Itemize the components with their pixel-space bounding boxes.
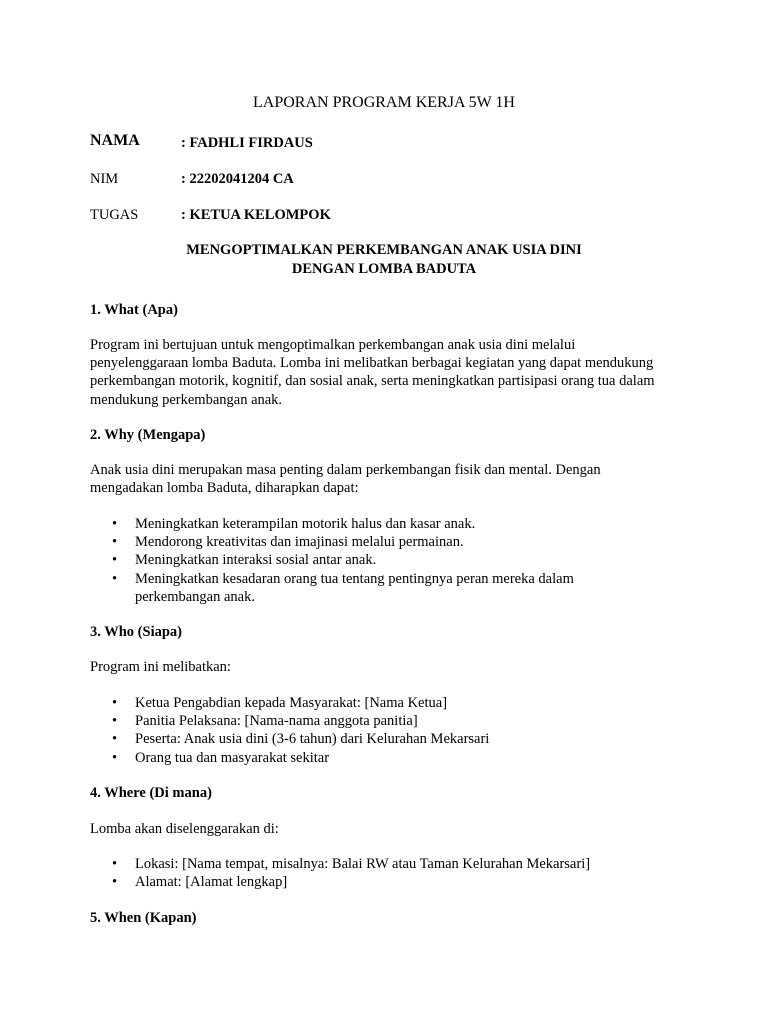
section-when-heading: 5. When (Kapan) [90, 910, 197, 926]
section-where-intro [90, 820, 690, 838]
bullet-glyph: • [112, 516, 118, 532]
document-subtitle [0, 241, 768, 279]
list-item: • Ketua Pengabdian kepada Masyarakat: [Nama Ketua] [112, 695, 448, 711]
bullet-glyph: • [112, 570, 118, 587]
section-why-heading: 2. Why (Mengapa) [90, 427, 206, 443]
paragraph-line: Program ini melibatkan: [90, 659, 231, 675]
bullet-glyph: • [112, 534, 118, 551]
bullet-glyph: • [112, 749, 118, 766]
paragraph-line: penyelenggaraan lomba Baduta. Lomba ini melibatkan berbagai kegiatan yang dapat mendukung [90, 355, 654, 372]
tugas-value: : KETUA KELOMPOK [181, 207, 331, 223]
bullet-glyph: • [112, 856, 118, 872]
section-who-intro [90, 658, 690, 676]
list-item: • Alamat: [Alamat lengkap] [112, 874, 288, 891]
paragraph-line: Program ini bertujuan untuk mengoptimalkan perkembangan anak usia dini melalui [90, 337, 576, 353]
tugas-label: TUGAS [90, 207, 139, 223]
paragraph-line: mengadakan lomba Baduta, diharapkan dapat: [90, 480, 359, 497]
subtitle-line-2: DENGAN LOMBA BADUTA [291, 261, 477, 277]
paragraph-line: Lomba akan diselenggarakan di: [90, 821, 279, 837]
paragraph-line: Anak usia dini merupakan masa penting dalam perkembangan fisik dan mental. Dengan [90, 462, 601, 478]
list-item: • Meningkatkan kesadaran orang tua tentang pentingnya peran mereka dalam perkembangan anak. [112, 570, 574, 605]
section-what-heading: 1. What (Apa) [90, 302, 178, 318]
list-item: • Peserta: Anak usia dini (3-6 tahun) dari Kelurahan Mekarsari [112, 731, 490, 748]
section-where-bullet-list [90, 855, 590, 891]
section-what-paragraph [90, 336, 690, 409]
nama-value: : FADHLI FIRDAUS [181, 135, 313, 151]
list-item: • Panitia Pelaksana: [Nama-nama anggota panitia] [112, 713, 418, 730]
list-item: • Meningkatkan keterampilan motorik halus dan kasar anak. [112, 516, 476, 532]
nim-value: : 22202041204 CA [181, 171, 294, 187]
nama-label: NAMA [90, 132, 140, 149]
list-item: • Lokasi: [Nama tempat, misalnya: Balai RW atau Taman Kelurahan Mekarsari] [112, 856, 591, 872]
section-where-heading: 4. Where (Di mana) [90, 785, 212, 801]
bullet-glyph: • [112, 695, 118, 711]
list-item-continuation: perkembangan anak. [135, 588, 255, 605]
list-item: • Meningkatkan interaksi sosial antar anak. [112, 552, 377, 569]
paragraph-line: mendukung perkembangan anak. [90, 391, 283, 408]
bullet-glyph: • [112, 552, 118, 569]
section-why-bullet-list [90, 515, 574, 606]
nim-label: NIM [90, 171, 119, 187]
subtitle-line-1: MENGOPTIMALKAN PERKEMBANGAN ANAK USIA DINI [186, 242, 582, 258]
section-who-heading: 3. Who (Siapa) [90, 624, 182, 640]
paragraph-line: perkembangan motorik, kognitif, dan sosial anak, serta meningkatkan partisipasi orang tua dalam [90, 373, 655, 390]
section-why-paragraph [90, 461, 690, 497]
bullet-glyph: • [112, 713, 118, 730]
bullet-glyph: • [112, 874, 118, 891]
document-title: LAPORAN PROGRAM KERJA 5W 1H [253, 94, 515, 111]
section-who-bullet-list [90, 694, 489, 767]
list-item: • Mendorong kreativitas dan imajinasi melalui permainan. [112, 534, 464, 551]
bullet-glyph: • [112, 731, 118, 748]
list-item: • Orang tua dan masyarakat sekitar [112, 749, 330, 766]
